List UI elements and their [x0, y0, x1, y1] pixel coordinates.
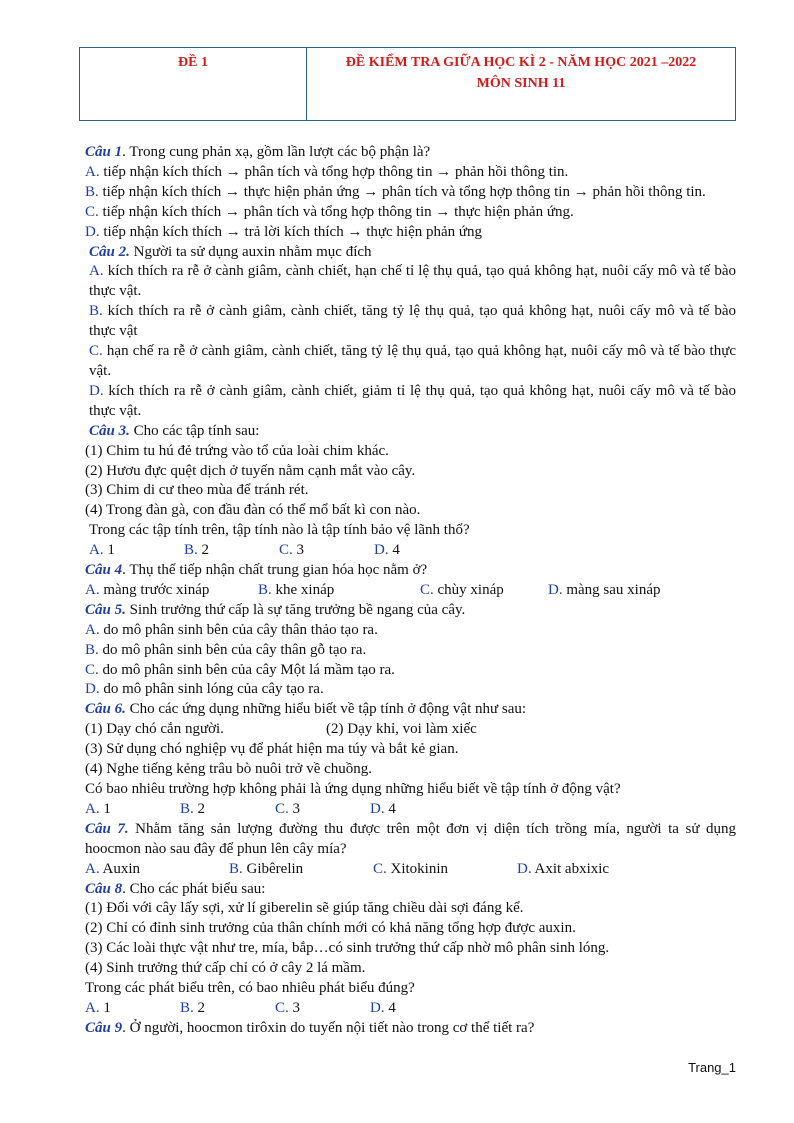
- option-c: C. tiếp nhận kích thích → phân tích và tổng hợp thông tin → thực hiện phản ứng.: [85, 203, 574, 220]
- statement: (4) Nghe tiếng kẻng trâu bò nuôi trở về chuồng.: [85, 761, 373, 778]
- question-label: Câu 1: [85, 144, 123, 160]
- question-2: Câu 2. Người ta sử dụng auxin nhằm mục đích: [89, 243, 372, 260]
- exam-code: ĐỀ 1: [178, 55, 208, 70]
- option-b: B. 2: [184, 542, 210, 559]
- sub-question: Có bao nhiêu trường hợp không phải là ứng dụng những hiểu biết về tập tính ở động vật?: [85, 781, 621, 797]
- option-a: A. 1: [85, 999, 111, 1016]
- statement: (3) Các loài thực vật như tre, mía, bắp…có sinh trưởng thứ cấp nhờ mô phân sinh lóng.: [85, 940, 610, 957]
- option-d: D. kích thích ra rễ ở cành giâm, cành chiết, giảm tỉ lệ thụ quả, tạo quả không hạt, nuôi cấy mô và tế bào thực vật.: [89, 382, 736, 419]
- sub-question: Trong các phát biểu trên, có bao nhiêu phát biểu đúng?: [85, 980, 415, 997]
- question-8: Câu 8. Cho các phát biểu sau:: [85, 880, 266, 897]
- options-row: [85, 581, 736, 601]
- option-b: B. khe xináp: [258, 581, 335, 598]
- question-text: . Trong cung phản xạ, gồm lần lượt các bộ phận là?: [122, 144, 431, 160]
- option-d: D. tiếp nhận kích thích → trả lời kích thích → thực hiện phản ứng: [85, 223, 483, 240]
- statement-row: [85, 720, 736, 740]
- options-row: [85, 999, 736, 1019]
- option-b: B. 2: [180, 999, 206, 1016]
- option-b: B. Gibêrelin: [229, 860, 304, 877]
- option-c: C. 3: [275, 999, 301, 1016]
- option-b: B. tiếp nhận kích thích → thực hiện phản ứng → phân tích và tổng hợp thông tin → phản hồi thông tin.: [85, 183, 706, 200]
- statement: (1) Dạy chó cắn người.: [85, 721, 224, 738]
- statement: (1) Chim tu hú đẻ trứng vào tổ của loài chim khác.: [85, 442, 389, 459]
- question-6: Câu 6. Cho các ứng dụng những hiểu biết về tập tính ở động vật như sau:: [85, 701, 527, 718]
- exam-subject: MÔN SINH 11: [476, 76, 566, 91]
- option-d: D. 4: [370, 800, 396, 817]
- option-b: B. kích thích ra rễ ở cành giâm, cành chiết, tăng tỷ lệ thụ quả, tạo quả không hạt, nuôi cấy mô và tế bào thực vật: [89, 303, 736, 340]
- question-4: Câu 4. Thụ thể tiếp nhận chất trung gian hóa học nằm ở?: [85, 562, 428, 579]
- option-a: A. tiếp nhận kích thích → phân tích và tổng hợp thông tin → phản hồi thông tin.: [85, 163, 569, 180]
- option-d: D. màng sau xináp: [548, 581, 661, 598]
- option-a: A. kích thích ra rễ ở cành giâm, cành chiết, hạn chế tỉ lệ thụ quả, tạo quả không hạt, nuôi cấy mô và tế bào thực vật.: [89, 263, 736, 300]
- option-c: C. do mô phân sinh bên của cây Một lá mầm tạo ra.: [85, 661, 395, 678]
- question-5: Câu 5. Sinh trưởng thứ cấp là sự tăng trưởng bề ngang của cây.: [85, 601, 466, 618]
- exam-title: ĐỀ KIỂM TRA GIỮA HỌC KÌ 2 - NĂM HỌC 2021 –2022: [345, 55, 697, 70]
- header-right-cell: [307, 48, 736, 121]
- question-1: [85, 143, 736, 163]
- option-b: B. 2: [180, 800, 206, 817]
- options-row: [85, 800, 736, 820]
- option-a: A. do mô phân sinh bên của cây thân thảo tạo ra.: [85, 621, 378, 638]
- option-a: A. 1: [85, 800, 111, 817]
- option-c: C. 3: [275, 800, 301, 817]
- page-number: Trang_1: [688, 1060, 736, 1075]
- sub-question: Trong các tập tính trên, tập tính nào là tập tính bảo vệ lãnh thổ?: [89, 522, 470, 539]
- header-left-cell: [80, 48, 307, 121]
- statement: (3) Chim di cư theo mùa để tránh rét.: [85, 482, 309, 499]
- option-c: C. 3: [279, 542, 305, 559]
- option-d: D. 4: [374, 542, 400, 559]
- statement: (2) Chỉ có đỉnh sinh trưởng của thân chính mới có khả năng tổng hợp được auxin.: [85, 920, 576, 937]
- option-a: A. màng trước xináp: [85, 581, 210, 598]
- statement: (2) Hươu đực quệt dịch ở tuyến nằm cạnh mắt vào cây.: [85, 462, 416, 479]
- option-a: A. 1: [89, 542, 115, 559]
- option-c: C. hạn chế ra rễ ở cành giâm, cành chiết, tăng tỷ lệ thụ quả, tạo quả không hạt, nuôi cấy mô và tế bào thực vật.: [89, 343, 736, 379]
- header-table: [79, 47, 736, 121]
- option-a: A. Auxin: [85, 860, 141, 877]
- question-3: Câu 3. Cho các tập tính sau:: [89, 422, 260, 439]
- question-9: Câu 9. Ở người, hoocmon tirôxin do tuyến nội tiết nào trong cơ thể tiết ra?: [85, 1019, 535, 1036]
- exam-content: [85, 143, 736, 1039]
- statement: (4) Sinh trưởng thứ cấp chỉ có ở cây 2 lá mầm.: [85, 960, 366, 977]
- options-row: [85, 541, 736, 561]
- option-b: B. do mô phân sinh bên của cây thân gỗ tạo ra.: [85, 641, 367, 658]
- option-d: D. Axit abxixic: [517, 860, 610, 877]
- statement: (2) Dạy khỉ, voi làm xiếc: [326, 721, 477, 738]
- option-c: C. Xitokinin: [373, 860, 449, 877]
- statement: (3) Sử dụng chó nghiệp vụ để phát hiện ma túy và bắt kẻ gian.: [85, 741, 459, 758]
- question-7: Câu 7. Nhằm tăng sản lượng đường thu được trên một đơn vị diện tích trồng mía, người ta sử dụng hoocmon nào sau đây để phun lên cây mía?: [85, 820, 736, 857]
- options-row: [85, 860, 736, 880]
- statement: (4) Trong đàn gà, con đầu đàn có thể mổ bất kì con nào.: [85, 502, 421, 519]
- option-c: C. chùy xináp: [420, 581, 504, 598]
- statement: (1) Đối với cây lấy sợi, xử lí giberelin sẽ giúp tăng chiều dài sợi đáng kể.: [85, 900, 524, 917]
- option-d: D. 4: [370, 999, 396, 1016]
- option-d: D. do mô phân sinh lóng của cây tạo ra.: [85, 681, 324, 698]
